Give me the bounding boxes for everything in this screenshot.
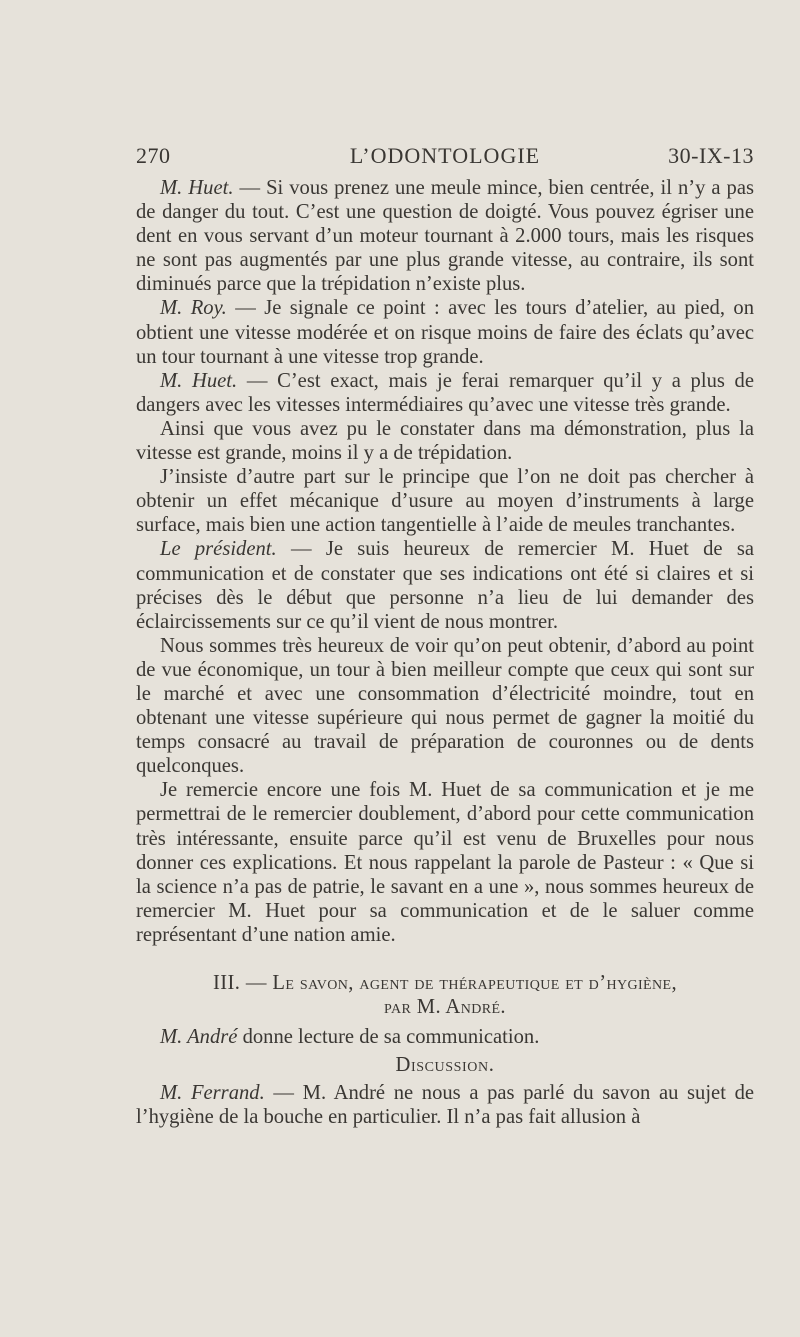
paragraph-text: Nous sommes très heureux de voir qu’on peut obtenir, d’abord au point de vue économique, un tour à bien meilleur compte que ceux qui sont sur le marché et avec une consommation d’électricité moindre, tout en obtenant une vitesse supérieure qui nous permet de gagner la moitié du temps consacré au travail de préparation de couronnes ou de dents quelconques. <box>136 634 754 778</box>
section-heading <box>136 971 754 1019</box>
paragraph <box>136 369 754 417</box>
section-heading-line: III. — Le savon, agent de thérapeutique et d’hygiène, <box>212 972 678 994</box>
speaker: M. Huet. <box>160 177 234 199</box>
paragraph <box>136 634 754 779</box>
issue-date: 30-IX-13 <box>668 143 754 168</box>
paragraph <box>136 537 754 633</box>
journal-title: L’ODONTOLOGIE <box>349 143 541 168</box>
paragraph-text: — M. André ne nous a pas parlé du savon au sujet de l’hygiène de la bouche en particulier. Il n’a pas fait allusion à <box>136 1082 755 1129</box>
discussion-heading: Discussion. <box>395 1054 495 1077</box>
page-body <box>136 176 754 1130</box>
paragraph <box>136 1081 754 1129</box>
paragraph <box>136 296 754 368</box>
paragraph-text: J’insiste d’autre part sur le principe que l’on ne doit pas chercher à obtenir un effet mécanique d’usure au moyen d’instruments à large surface, mais bien une action tangentielle à l’aide de meules tranchantes. <box>136 466 754 537</box>
section-heading-author: par M. André. <box>384 996 506 1019</box>
paragraph-text: — Je signale ce point : avec les tours d’atelier, au pied, on obtient une vitesse modérée et on risque moins de faire des éclats qu’avec un tour tournant à une vitesse trop grande. <box>136 297 755 368</box>
paragraph-text: Ainsi que vous avez pu le constater dans ma démonstration, plus la vitesse est grande, moins il y a de trépidation. <box>136 417 754 465</box>
speaker: M. Ferrand. <box>160 1082 265 1105</box>
speaker: M. André <box>160 1026 238 1049</box>
paragraph-text: — Si vous prenez une meule mince, bien centrée, il n’y a pas de danger du tout. C’est une question de doigté. Vous pouvez égriser une dent en vous servant d’un moteur tournant à 2.000 tours, mais les risques ne sont pas augmentés par une plus grande vitesse, au contraire, ils sont diminués parce que la trépidation n’existe plus. <box>136 177 754 296</box>
speaker: M. Roy. <box>160 297 227 320</box>
page-number: 270 <box>136 143 171 168</box>
speaker: Le président. <box>160 538 277 561</box>
running-header <box>136 143 754 173</box>
paragraph-text: donne lecture de sa communication. <box>237 1026 540 1049</box>
speaker: M. Huet. <box>160 369 238 392</box>
paragraph <box>136 778 754 947</box>
paragraph-text: Je remercie encore une fois M. Huet de sa communication et je me permettrai de le remercier doublement, d’abord pour cette communication très intéressante, ensuite parce qu’il est venu de Bruxelles pour nous donner ces explications. Et nous rappelant la parole de Pasteur : « Que si la science n’a pas de patrie, le savant en a une », nous sommes heureux de remercier M. Huet pour sa communication et de le saluer comme représentant d’une nation amie. <box>136 779 754 946</box>
paragraph <box>136 176 754 296</box>
paragraph <box>136 465 754 537</box>
paragraph <box>136 1025 754 1049</box>
paragraph-text: — Je suis heureux de remercier M. Huet de sa communication et de constater que ses indications ont été si claires et si précises dès le début que personne n’a lieu de lui demander des éclaircissements sur ce qu’il vient de nous montrer. <box>136 538 754 633</box>
paragraph-text: — C’est exact, mais je ferai remarquer qu’il y a plus de dangers avec les vitesses intermédiaires qu’avec une vitesse très grande. <box>136 369 754 416</box>
paragraph <box>136 417 754 465</box>
